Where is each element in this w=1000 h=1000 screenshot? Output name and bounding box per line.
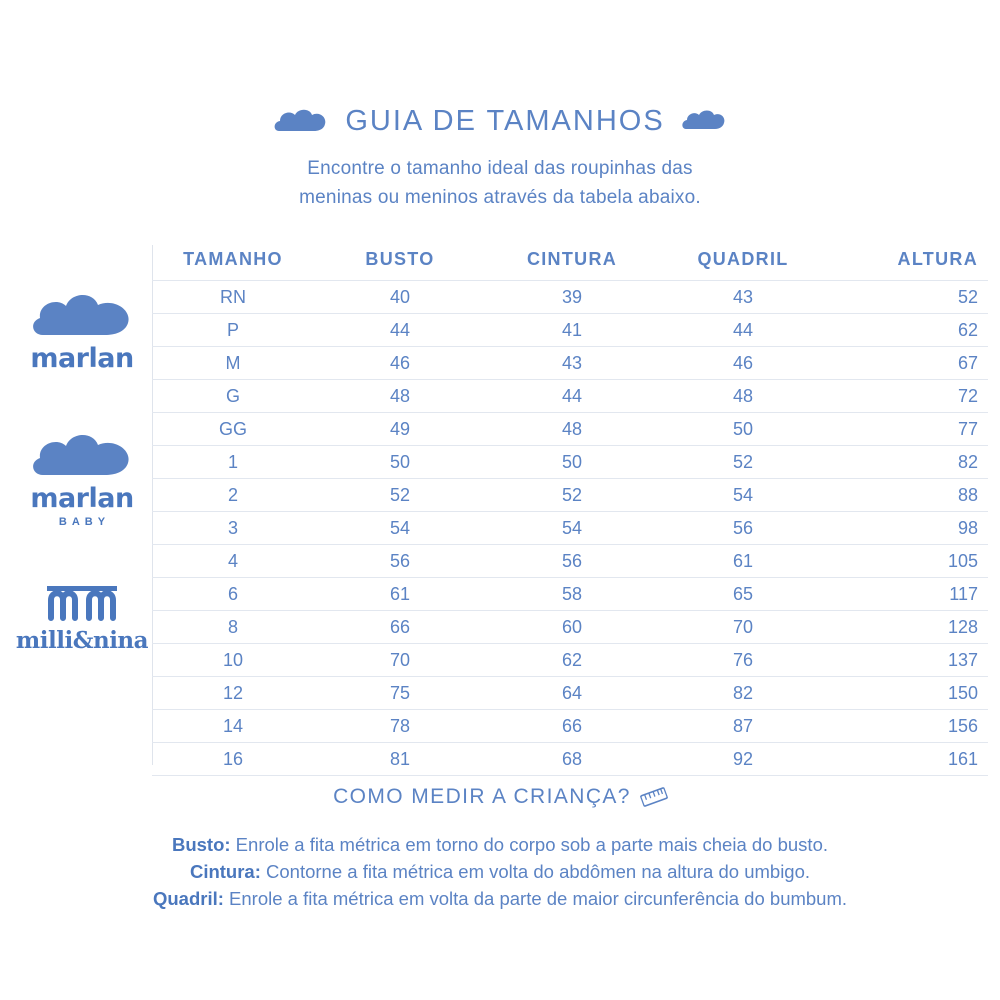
brand-name: marlan bbox=[30, 483, 134, 514]
measure-instructions bbox=[0, 831, 1000, 912]
cell-cintura: 39 bbox=[486, 281, 658, 314]
header-subtitle-line1: Encontre o tamanho ideal das roupinhas das bbox=[307, 158, 693, 179]
instruction-text: Enrole a fita métrica em torno do corpo sob a parte mais cheia do busto. bbox=[230, 834, 829, 855]
cell-tamanho: 6 bbox=[152, 578, 314, 611]
cell-altura: 117 bbox=[828, 578, 988, 611]
cell-busto: 75 bbox=[314, 677, 486, 710]
size-table bbox=[152, 243, 988, 776]
cell-altura: 137 bbox=[828, 644, 988, 677]
column-header-tamanho: TAMANHO bbox=[183, 249, 283, 269]
cell-altura: 77 bbox=[828, 413, 988, 446]
header-subtitle-line2: meninas ou meninos através da tabela abaixo. bbox=[299, 187, 701, 208]
table-row bbox=[152, 611, 988, 644]
table-row bbox=[152, 314, 988, 347]
cell-tamanho: M bbox=[152, 347, 314, 380]
cell-tamanho: 8 bbox=[152, 611, 314, 644]
cell-cintura: 68 bbox=[486, 743, 658, 776]
cell-quadril: 52 bbox=[658, 446, 828, 479]
cell-busto: 56 bbox=[314, 545, 486, 578]
table-row bbox=[152, 578, 988, 611]
cell-busto: 52 bbox=[314, 479, 486, 512]
cell-cintura: 48 bbox=[486, 413, 658, 446]
cell-tamanho: 14 bbox=[152, 710, 314, 743]
cell-cintura: 54 bbox=[486, 512, 658, 545]
cell-busto: 44 bbox=[314, 314, 486, 347]
brand-logo-millinina bbox=[16, 584, 148, 654]
table-row bbox=[152, 710, 988, 743]
cell-cintura: 56 bbox=[486, 545, 658, 578]
measure-title: COMO MEDIR A CRIANÇA? bbox=[333, 785, 631, 808]
cell-busto: 49 bbox=[314, 413, 486, 446]
cell-cintura: 62 bbox=[486, 644, 658, 677]
title-row bbox=[0, 105, 1000, 138]
cell-busto: 50 bbox=[314, 446, 486, 479]
cell-busto: 78 bbox=[314, 710, 486, 743]
cell-quadril: 65 bbox=[658, 578, 828, 611]
cell-busto: 48 bbox=[314, 380, 486, 413]
page-title: GUIA DE TAMANHOS bbox=[345, 105, 665, 137]
cell-tamanho: RN bbox=[152, 281, 314, 314]
table-row bbox=[152, 347, 988, 380]
cell-tamanho: P bbox=[152, 314, 314, 347]
cell-tamanho: 3 bbox=[152, 512, 314, 545]
cell-busto: 40 bbox=[314, 281, 486, 314]
cell-quadril: 46 bbox=[658, 347, 828, 380]
instruction-quadril bbox=[0, 885, 1000, 912]
brand-logo-list bbox=[12, 290, 152, 654]
cell-altura: 62 bbox=[828, 314, 988, 347]
instruction-text: Contorne a fita métrica em volta do abdômen na altura do umbigo. bbox=[260, 861, 811, 882]
table-row bbox=[152, 281, 988, 314]
column-header-quadril: QUADRIL bbox=[697, 249, 789, 269]
cell-tamanho: 16 bbox=[152, 743, 314, 776]
cell-altura: 150 bbox=[828, 677, 988, 710]
cell-altura: 156 bbox=[828, 710, 988, 743]
table-row bbox=[152, 743, 988, 776]
cell-cintura: 60 bbox=[486, 611, 658, 644]
cell-quadril: 70 bbox=[658, 611, 828, 644]
cell-cintura: 64 bbox=[486, 677, 658, 710]
brand-subtitle: BABY bbox=[58, 516, 111, 528]
cell-altura: 72 bbox=[828, 380, 988, 413]
table-row bbox=[152, 413, 988, 446]
cell-busto: 66 bbox=[314, 611, 486, 644]
cell-quadril: 82 bbox=[658, 677, 828, 710]
measure-title-row bbox=[0, 785, 1000, 809]
cell-quadril: 76 bbox=[658, 644, 828, 677]
cell-cintura: 44 bbox=[486, 380, 658, 413]
cell-cintura: 52 bbox=[486, 479, 658, 512]
brand-name: milli&nina bbox=[15, 627, 149, 654]
cell-quadril: 56 bbox=[658, 512, 828, 545]
cell-tamanho: 2 bbox=[152, 479, 314, 512]
cell-quadril: 92 bbox=[658, 743, 828, 776]
cell-altura: 161 bbox=[828, 743, 988, 776]
cell-quadril: 44 bbox=[658, 314, 828, 347]
cell-cintura: 66 bbox=[486, 710, 658, 743]
cell-cintura: 50 bbox=[486, 446, 658, 479]
cell-quadril: 48 bbox=[658, 380, 828, 413]
brand-logo-marlan-baby bbox=[29, 430, 135, 528]
table-row bbox=[152, 512, 988, 545]
cloud-icon bbox=[29, 430, 135, 481]
instruction-cintura bbox=[0, 858, 1000, 885]
how-to-measure-section bbox=[0, 785, 1000, 912]
column-header-altura: ALTURA bbox=[897, 249, 978, 269]
instruction-label: Busto: bbox=[171, 834, 231, 855]
cell-quadril: 50 bbox=[658, 413, 828, 446]
header-subtitle bbox=[0, 154, 1000, 212]
cloud-icon bbox=[681, 108, 727, 135]
cell-tamanho: G bbox=[152, 380, 314, 413]
cell-cintura: 58 bbox=[486, 578, 658, 611]
cell-tamanho: 12 bbox=[152, 677, 314, 710]
instruction-text: Enrole a fita métrica em volta da parte de maior circunferência do bumbum. bbox=[223, 888, 848, 909]
cell-altura: 128 bbox=[828, 611, 988, 644]
brand-logo-marlan bbox=[29, 290, 135, 374]
cell-busto: 54 bbox=[314, 512, 486, 545]
column-header-busto: BUSTO bbox=[365, 249, 435, 269]
cloud-icon bbox=[29, 290, 135, 341]
cell-tamanho: 4 bbox=[152, 545, 314, 578]
cell-altura: 98 bbox=[828, 512, 988, 545]
cell-tamanho: 1 bbox=[152, 446, 314, 479]
cell-busto: 46 bbox=[314, 347, 486, 380]
table-row bbox=[152, 380, 988, 413]
header bbox=[0, 105, 1000, 212]
cell-quadril: 43 bbox=[658, 281, 828, 314]
table-header-row bbox=[152, 243, 988, 281]
cell-altura: 88 bbox=[828, 479, 988, 512]
brand-name: marlan bbox=[30, 343, 134, 374]
instruction-label: Quadril: bbox=[152, 888, 224, 909]
cell-altura: 82 bbox=[828, 446, 988, 479]
table-row bbox=[152, 644, 988, 677]
cell-busto: 70 bbox=[314, 644, 486, 677]
cell-busto: 81 bbox=[314, 743, 486, 776]
cell-altura: 52 bbox=[828, 281, 988, 314]
cell-altura: 67 bbox=[828, 347, 988, 380]
cloud-icon bbox=[273, 106, 329, 137]
size-table-wrapper bbox=[152, 243, 988, 776]
cell-quadril: 54 bbox=[658, 479, 828, 512]
cell-cintura: 41 bbox=[486, 314, 658, 347]
cell-altura: 105 bbox=[828, 545, 988, 578]
instruction-busto bbox=[0, 831, 1000, 858]
cell-tamanho: GG bbox=[152, 413, 314, 446]
cell-busto: 61 bbox=[314, 578, 486, 611]
instruction-label: Cintura: bbox=[189, 861, 261, 882]
ruler-icon bbox=[639, 785, 669, 809]
table-row bbox=[152, 677, 988, 710]
column-header-cintura: CINTURA bbox=[526, 249, 618, 269]
cell-cintura: 43 bbox=[486, 347, 658, 380]
mm-icon bbox=[45, 584, 119, 627]
table-row bbox=[152, 479, 988, 512]
cell-tamanho: 10 bbox=[152, 644, 314, 677]
cell-quadril: 61 bbox=[658, 545, 828, 578]
cell-quadril: 87 bbox=[658, 710, 828, 743]
table-row bbox=[152, 545, 988, 578]
table-row bbox=[152, 446, 988, 479]
